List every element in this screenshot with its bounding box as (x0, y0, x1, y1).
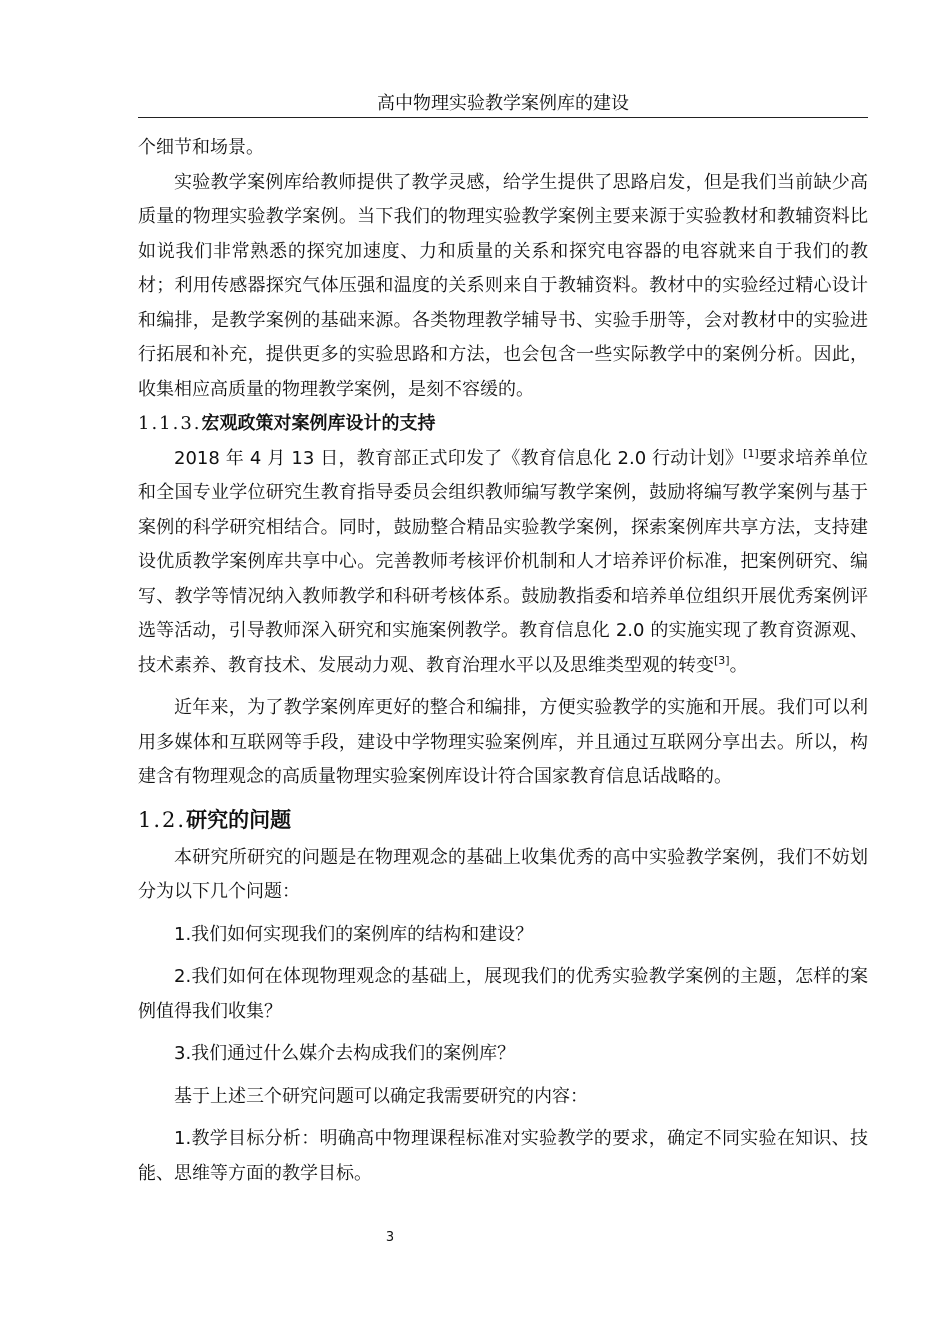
paragraph-continuation: 个细节和场景。 (138, 137, 264, 158)
section-title: 研究的问题 (186, 807, 292, 832)
paragraph-text: 。 (729, 654, 748, 676)
list-item-content-1: 1.教学目标分析：明确高中物理课程标准对实验教学的要求，确定不同实验在知识、技能、思维等方面的教学目标。 (138, 1128, 868, 1184)
section-number: 1.2. (138, 807, 187, 832)
paragraph-recent-years: 近年来，为了教学案例库更好的整合和编排，方便实验教学的实施和开展。我们可以利用多媒体和互联网等手段，建设中学物理实验案例库，并且通过互联网分享出去。所以，构建含有物理观念的高质量物理实验案例库设计符合国家教育信息话战略的。 (138, 697, 868, 787)
section-number: 1.1.3. (138, 413, 202, 434)
citation-ref: [3] (714, 653, 730, 667)
paragraph-research-questions-intro: 本研究所研究的问题是在物理观念的基础上收集优秀的高中实验教学案例，我们不妨划分为以下几个问题： (138, 846, 868, 902)
section-title: 宏观政策对案例库设计的支持 (201, 413, 436, 434)
paragraph-policy-support (138, 442, 868, 684)
header-divider (138, 117, 868, 118)
paragraph-text: 2018 年 4 月 13 日，教育部正式印发了《教育信息化 2.0 行动计划》 (174, 447, 744, 469)
paragraph-case-library-need: 实验教学案例库给教师提供了教学灵感，给学生提供了思路启发，但是我们当前缺少高质量的物理实验教学案例。当下我们的物理实验教学案例主要来源于实验教材和教辅资料比如说我们非常熟悉的探究加速度、力和质量的关系和探究电容器的电容就来自于我们的教材；利用传感器探究气体压强和温度的关系则来自于教辅资料。教材中的实验经过精心设计和编排，是教学案例的基础来源。各类物理教学辅导书、实验手册等，会对教材中的实验进行拓展和补充，提供更多的实验思路和方法，也会包含一些实际教学中的案例分析。因此，收集相应高质量的物理教学案例，是刻不容缓的。 (138, 171, 868, 400)
running-header-title: 高中物理实验教学案例库的建设 (377, 93, 629, 114)
section-heading-1-1-3 (138, 407, 868, 442)
section-heading-1-2 (138, 801, 868, 839)
list-item-question-2: 2.我们如何在体现物理观念的基础上，展现我们的优秀实验教学案例的主题，怎样的案例值得我们收集？ (138, 966, 868, 1022)
paragraph-text: 要求培养单位和全国专业学位研究生教育指导委员会组织教师编写教学案例，鼓励将编写教学案例与基于案例的科学研究相结合。同时，鼓励整合精品实验教学案例，探索案例库共享方法，支持建设优质教学案例库共享中心。完善教师考核评价机制和人才培养评价标准，把案例研究、编写、教学等情况纳入教师教学和科研考核体系。鼓励教指委和培养单位组织开展优秀案例评选等活动，引导教师深入研究和实施案例教学。教育信息化 2.0 的实施实现了教育资源观、技术素养、教育技术、发展动力观、教育治理水平以及思维类型观的转变 (138, 447, 869, 676)
paragraph-research-content-intro: 基于上述三个研究问题可以确定我需要研究的内容： (174, 1085, 588, 1107)
citation-ref: [1] (743, 446, 759, 460)
list-item-question-3: 3.我们通过什么媒介去构成我们的案例库？ (174, 1043, 516, 1064)
page-number: 3 (385, 1230, 395, 1245)
page-body (138, 131, 868, 1191)
list-item-question-1: 1.我们如何实现我们的案例库的结构和建设？ (174, 923, 534, 945)
